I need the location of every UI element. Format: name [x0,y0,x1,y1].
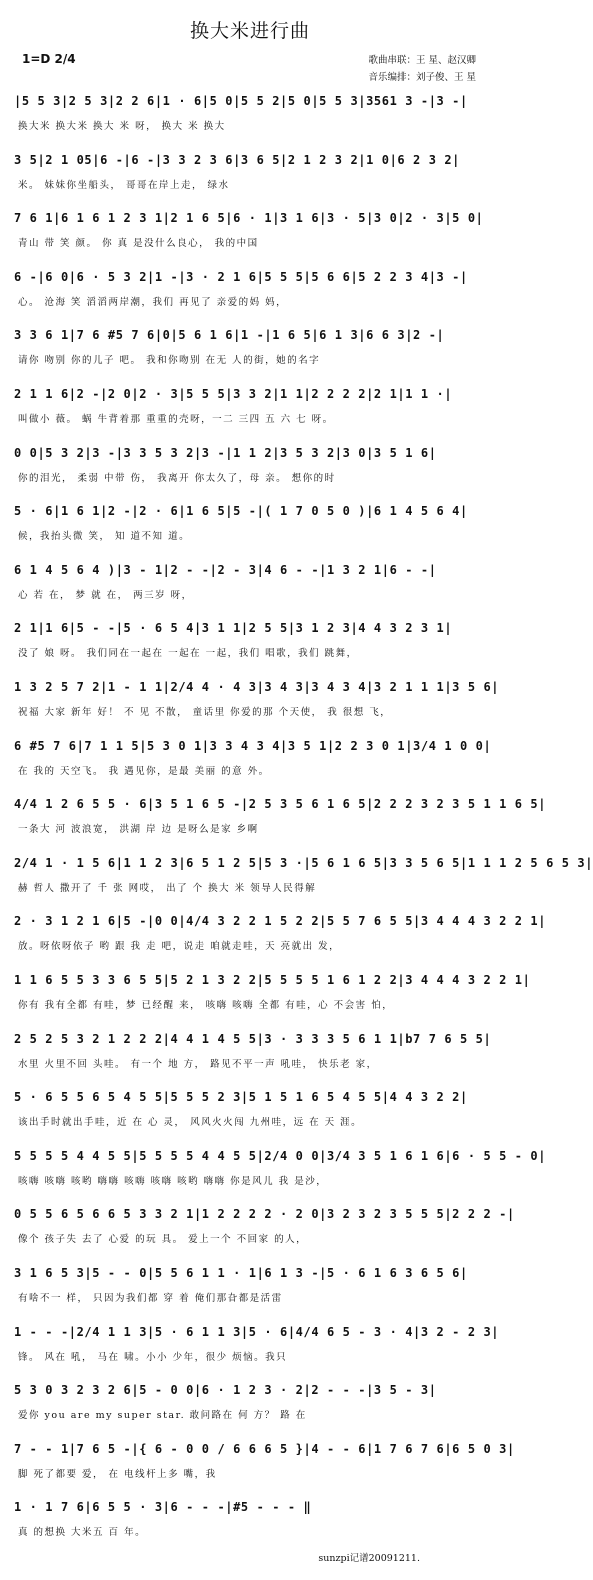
score-system [14,256,488,320]
notation-line: 6 #5 7 6|7 1 1 5|5 3 0 1|3 3 4 3 4|3 5 1|2 2 3 0 1|3/4 1 0 0| [14,738,492,753]
score-system [14,1193,515,1257]
score-system [14,842,593,906]
lyrics-line: 候，我抬头微 笑， 知 道不知 道。 [18,531,191,543]
lyrics-line: 叫做小 薇。 蜗 牛背着那 重重的壳呀，一二 三四 五 六 七 呀。 [18,414,334,425]
score-system [14,900,547,964]
notation-line: 5 3 0 3 2 3 2 6|5 - 0 0|6 · 1 2 3 · 2|2 - - -|3 5 - 3| [14,1383,437,1398]
lyrics-line: 一条大 河 波浪宽， 洪湖 岸 边 是呀么是家 乡啊 [18,824,259,836]
notation-line: 0 5 5 6 5 6 6 5 3 3 2 1|1 2 2 2 2 · 2 0|3 2 3 2 3 5 5 5|2 2 2 -| [14,1207,515,1222]
notation-line: 1 3 2 5 7 2|1 - 1 1|2/4 4 · 4 3|3 4 3|3 4 3 4|3 2 1 1 1|3 5 6| [14,680,500,694]
lyrics-line: 咳嗨 咳嗨 咳哟 嗨嗨 咳嗨 咳嗨 咳哟 嗨嗨 你是风儿 我 是沙， [18,1175,328,1187]
notation-line: 6 -|6 0|6 · 5 3 2|1 -|3 · 2 1 6|5 5 5|5 6 6|5 2 2 3 4|3 -| [14,269,468,284]
score-system [14,1252,488,1316]
lyrics-line: 青山 带 笑 颜。 你 真 是没什么良心， 我的中国 [18,238,259,250]
score-system [14,607,488,671]
lyrics-line: 放。呀依呀依子 哟 跟 我 走 吧，说走 咱就走哇，天 亮就出 发， [18,941,341,953]
notation-line: 4/4 1 2 6 5 5 · 6|3 5 1 6 5 -|2 5 3 5 6 1 6 5|2 2 2 3 2 3 5 1 1 6 5| [14,797,547,812]
credit-line: 音乐编排：刘子俊、王 星 [368,72,476,83]
score-system [14,1428,515,1492]
score-system [14,1135,547,1199]
score-system [14,373,488,437]
lyrics-line: 锋。 风在 吼， 马在 啸。小小 少年，很少 烦恼。我只 [18,1351,288,1363]
lyrics-line: 换大米 换大米 换大 米 呀， 换大 米 换大 [18,121,226,132]
credit-line: 歌曲串联：王 星、赵汉卿 [368,55,476,66]
lyrics-line: 该出手时就出手哇，近 在 心 灵， 风风火火闯 九州哇，远 在 天 涯。 [18,1117,363,1129]
notation-line: 2 1|1 6|5 - -|5 · 6 5 4|3 1 1|2 5 5|3 1 2 3|4 4 3 2 3 1| [14,621,453,636]
transcriber-signature: sunzpi记谱20091211. [318,1553,420,1564]
notation-line: 7 - - 1|7 6 5 -|{ 6 - 0 0 / 6 6 6 5 }|4 - - 6|1 7 6 7 6|6 5 0 3| [14,1441,515,1456]
notation-line: 5 5 5 5 4 4 5 5|5 5 5 5 4 4 5 5|2/4 0 0|3/4 3 5 1 6 1 6|6 · 5 5 - 0| [14,1148,547,1163]
lyrics-line: 祝福 大家 新年 好！ 不 见 不散， 童话里 你爱的那 个天使， 我 很想 飞， [18,707,392,718]
notation-line: |5 5 3|2 5 3|2 2 6|1 · 6|5 0|5 5 2|5 0|5 5 3|3561 3 -|3 -| [14,94,468,108]
notation-line: 0 0|5 3 2|3 -|3 3 5 3 2|3 -|1 1 2|3 5 3 2|3 0|3 5 1 6| [14,445,437,460]
notation-line: 2 · 3 1 2 1 6|5 -|0 0|4/4 3 2 2 1 5 2 2|5 5 7 6 5 5|3 4 4 4 3 2 2 1| [14,914,547,929]
notation-line: 5 · 6|1 6 1|2 -|2 · 6|1 6 5|5 -|( 1 7 0 5 0 )|6 1 4 5 6 4| [14,504,468,519]
score-system [14,80,488,144]
lyrics-line: 有啥不一 样， 只因为我们都 穿 着 俺们那旮都是活雷 [18,1293,283,1304]
notation-line: 1 · 1 7 6|6 5 5 · 3|6 - - -|#5 - - - ‖ [14,1500,312,1515]
score-system [14,1311,500,1375]
score-system [14,666,500,730]
lyrics-line: 心 若 在， 梦 就 在， 两三岁 呀， [18,589,193,601]
key-signature: 1=D 2/4 [22,52,76,66]
notation-line: 3 5|2 1 05|6 -|6 -|3 3 2 3 6|3 6 5|2 1 2 3 2|1 0|6 2 3 2| [14,152,461,167]
lyrics-line: 水里 火里不回 头哇。 有一个 地 方， 路见不平一声 吼哇， 快乐老 家， [18,1058,378,1070]
score-system [14,725,492,789]
score-system [14,490,488,554]
notation-line: 2 5 2 5 3 2 1 2 2 2|4 4 1 4 5 5|3 · 3 3 3 5 6 1 1|b7 7 6 5 5| [14,1031,492,1046]
lyrics-line: 像个 孩子失 去了 心爱 的玩 具。 爱上一个 不回家 的人， [18,1234,308,1246]
score-system [14,1486,488,1550]
lyrics-line: 爱你 you are my super star. 敢问路在 何 方？ 路 在 [18,1410,307,1422]
lyrics-line: 你有 我有全都 有哇，梦 已经醒 来， 咳嗨 咳嗨 全都 有哇，心 不会害 怕， [18,1000,394,1011]
lyrics-line: 请你 吻别 你的儿子 吧。 我和你吻别 在无 人的街，她的名字 [18,355,321,367]
notation-line: 1 1 6 5 5 3 3 6 5 5|5 2 1 3 2 2|5 5 5 5 1 6 1 2 2|3 4 4 4 3 2 2 1| [14,973,531,987]
notation-line: 3 1 6 5 3|5 - - 0|5 5 6 1 1 · 1|6 1 3 -|5 · 6 1 6 3 6 5 6| [14,1266,468,1280]
score-system [14,959,531,1023]
lyrics-line: 你的泪光， 柔弱 中带 伤， 我离开 你太久了，母 亲。 想你的时 [18,472,336,484]
notation-line: 7 6 1|6 1 6 1 2 3 1|2 1 6 5|6 · 1|3 1 6|3 · 5|3 0|2 · 3|5 0| [14,211,484,226]
score-system [14,549,488,613]
notation-line: 2 1 1 6|2 -|2 0|2 · 3|5 5 5|3 3 2|1 1|2 2 2 2|2 1|1 1 ·| [14,387,453,401]
lyrics-line: 脚 死了都要 爱， 在 电线杆上多 嘴，我 [18,1468,217,1480]
notation-line: 5 · 6 5 5 6 5 4 5 5|5 5 5 2 3|5 1 5 1 6 5 4 5 5|4 4 3 2 2| [14,1090,468,1105]
song-title: 换大米进行曲 [189,20,310,42]
score-system [14,1076,488,1140]
score-system [14,197,488,261]
score-system [14,1018,492,1082]
lyrics-line: 米。 妹妹你坐船头， 哥哥在岸上走， 绿水 [18,179,230,191]
notation-line: 6 1 4 5 6 4 )|3 - 1|2 - -|2 - 3|4 6 - -|1 3 2 1|6 - -| [14,562,437,577]
score-system [14,432,488,496]
lyrics-line: 真 的想换 大米五 百 年。 [18,1527,147,1539]
lyrics-line: 心。 沧海 笑 滔滔两岸潮，我们 再见了 亲爱的妈 妈， [18,296,288,308]
lyrics-line: 没了 娘 呀。 我们同在一起在 一起在 一起，我们 唱歌，我们 跳舞， [18,648,358,660]
score-system [14,139,488,203]
notation-line: 3 3 6 1|7 6 #5 7 6|0|5 6 1 6|1 -|1 6 5|6 1 3|6 6 3|2 -| [14,328,445,343]
notation-line: 1 - - -|2/4 1 1 3|5 · 6 1 1 3|5 · 6|4/4 6 5 - 3 · 4|3 2 - 2 3| [14,1324,500,1339]
lyrics-line: 在 我的 天空飞。 我 遇见你，是最 美丽 的意 外。 [18,765,270,777]
score-system [14,314,488,378]
score-system [14,783,547,847]
score-system [14,1369,488,1433]
notation-line: 2/4 1 · 1 5 6|1 1 2 3|6 5 1 2 5|5 3 ·|5 6 1 6 5|3 3 5 6 5|1 1 1 2 5 6 5 3| [14,855,593,870]
lyrics-line: 赫 哲人 撒开了 千 张 网哎， 出了 个 换大 米 领导人民得解 [18,882,317,894]
